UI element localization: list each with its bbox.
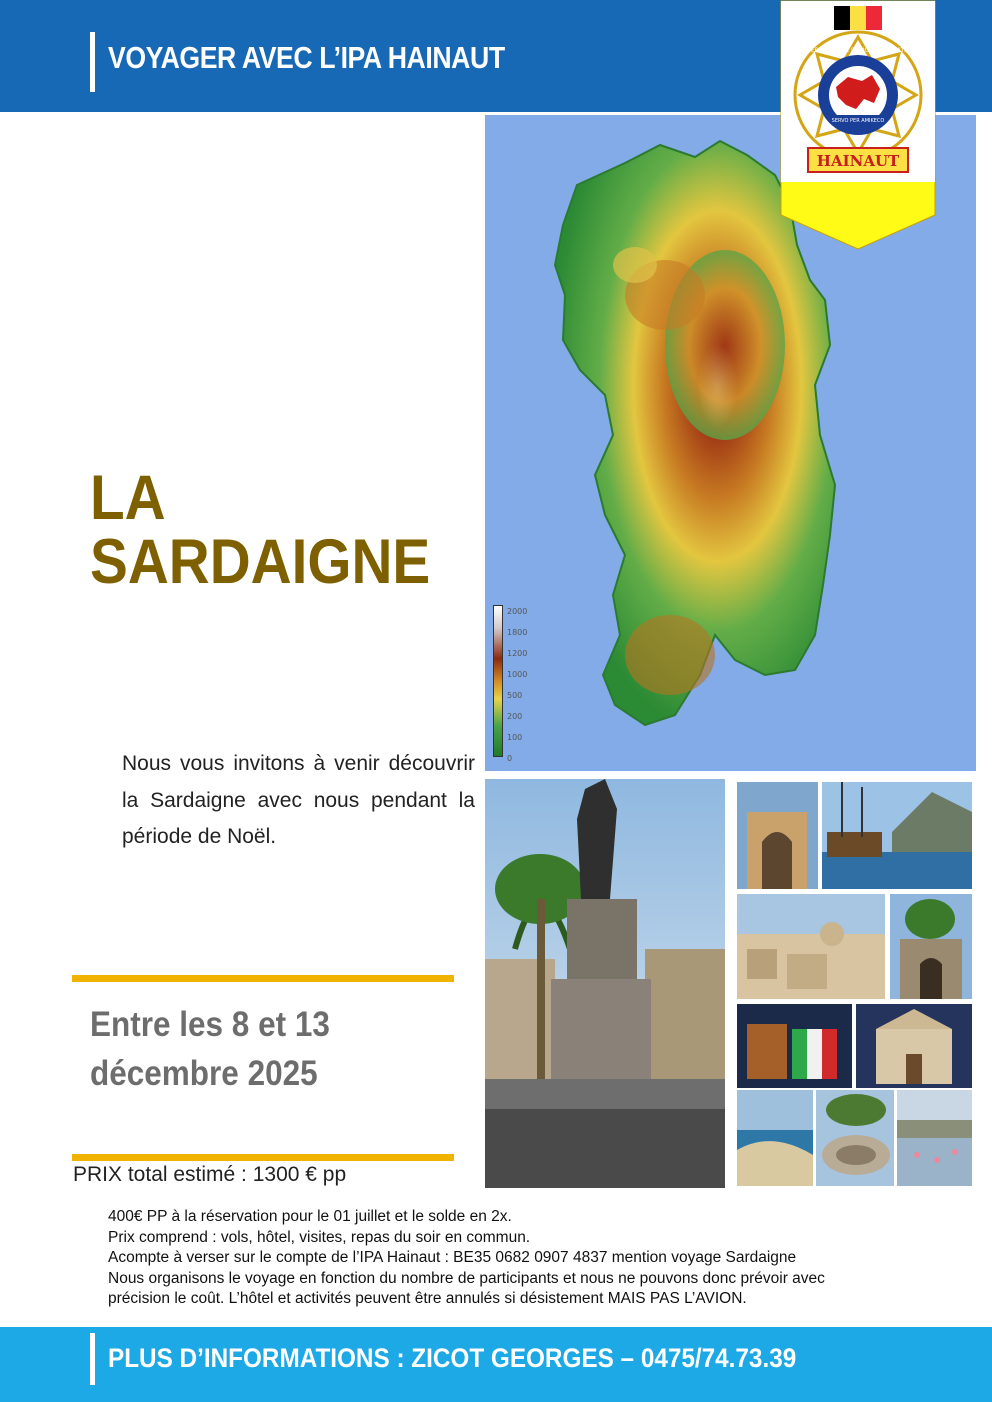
footer-contact: PLUS D’INFORMATIONS : ZICOT GEORGES – 0475/74.73.39: [108, 1343, 797, 1373]
title-line-2: SARDAIGNE: [90, 527, 431, 597]
dates-line-2: décembre 2025: [90, 1054, 318, 1093]
collage-photo-flamingos: [897, 1090, 972, 1186]
elevation-legend-labels: 2000 1800 1200 1000 500 200 100 0: [507, 607, 528, 763]
ipa-logo: [780, 0, 936, 250]
price-estimate: PRIX total estimé : 1300 € pp: [73, 1163, 347, 1186]
dates-line-1: Entre les 8 et 13: [90, 1005, 330, 1044]
separator-top: [72, 975, 454, 982]
badge-motto: SERVO PER AMIKECO: [831, 118, 885, 124]
header-divider: [90, 32, 95, 92]
elevation-legend-bar: [493, 605, 503, 757]
trip-dates: [90, 1000, 330, 1098]
collage-photo-cathedral: [856, 1004, 972, 1088]
title-line-1: LA: [90, 463, 166, 533]
ipa-hainaut-badge: [780, 0, 936, 250]
collage-photo-church: [890, 894, 972, 999]
statue-photo: [485, 779, 725, 1188]
footer-divider: [90, 1333, 95, 1385]
separator-bottom: [72, 1154, 454, 1161]
details-line: Acompte à verser sur le compte de l’IPA Hainaut : BE35 0682 0907 4837 mention voyage Sardaigne: [108, 1249, 797, 1267]
details-line: Nous organisons le voyage en fonction du nombre de participants et nous ne pouvons donc prévoir avec: [108, 1269, 825, 1287]
details-line: précision le coût. L’hôtel et activités peuvent être annulés si désistement MAIS PAS L’AVION.: [108, 1290, 747, 1308]
collage-photo-harbor: [822, 782, 972, 889]
collage-photo-arch: [737, 782, 818, 889]
collage-photo-amphitheater: [816, 1090, 894, 1186]
intro-paragraph: Nous vous invitons à venir découvrir la Sardaigne avec nous pendant la période de Noël.: [122, 752, 475, 848]
page-title: [90, 463, 431, 597]
header-title: VOYAGER AVEC L’IPA HAINAUT: [108, 40, 505, 75]
details-line: 400€ PP à la réservation pour le 01 juillet et le solde en 2x.: [108, 1208, 512, 1225]
collage-photo-city: [737, 894, 885, 999]
badge-region-label: HAINAUT: [816, 152, 900, 170]
details-line: Prix comprend : vols, hôtel, visites, repas du soir en commun.: [108, 1228, 531, 1246]
badge-ring-text: INTERNATIONAL POLICE ASSOCIATION: [800, 47, 916, 54]
collage-photo-bay: [737, 1090, 813, 1186]
collage-photo-night-lights: [737, 1004, 852, 1088]
details-block: [108, 1207, 988, 1310]
